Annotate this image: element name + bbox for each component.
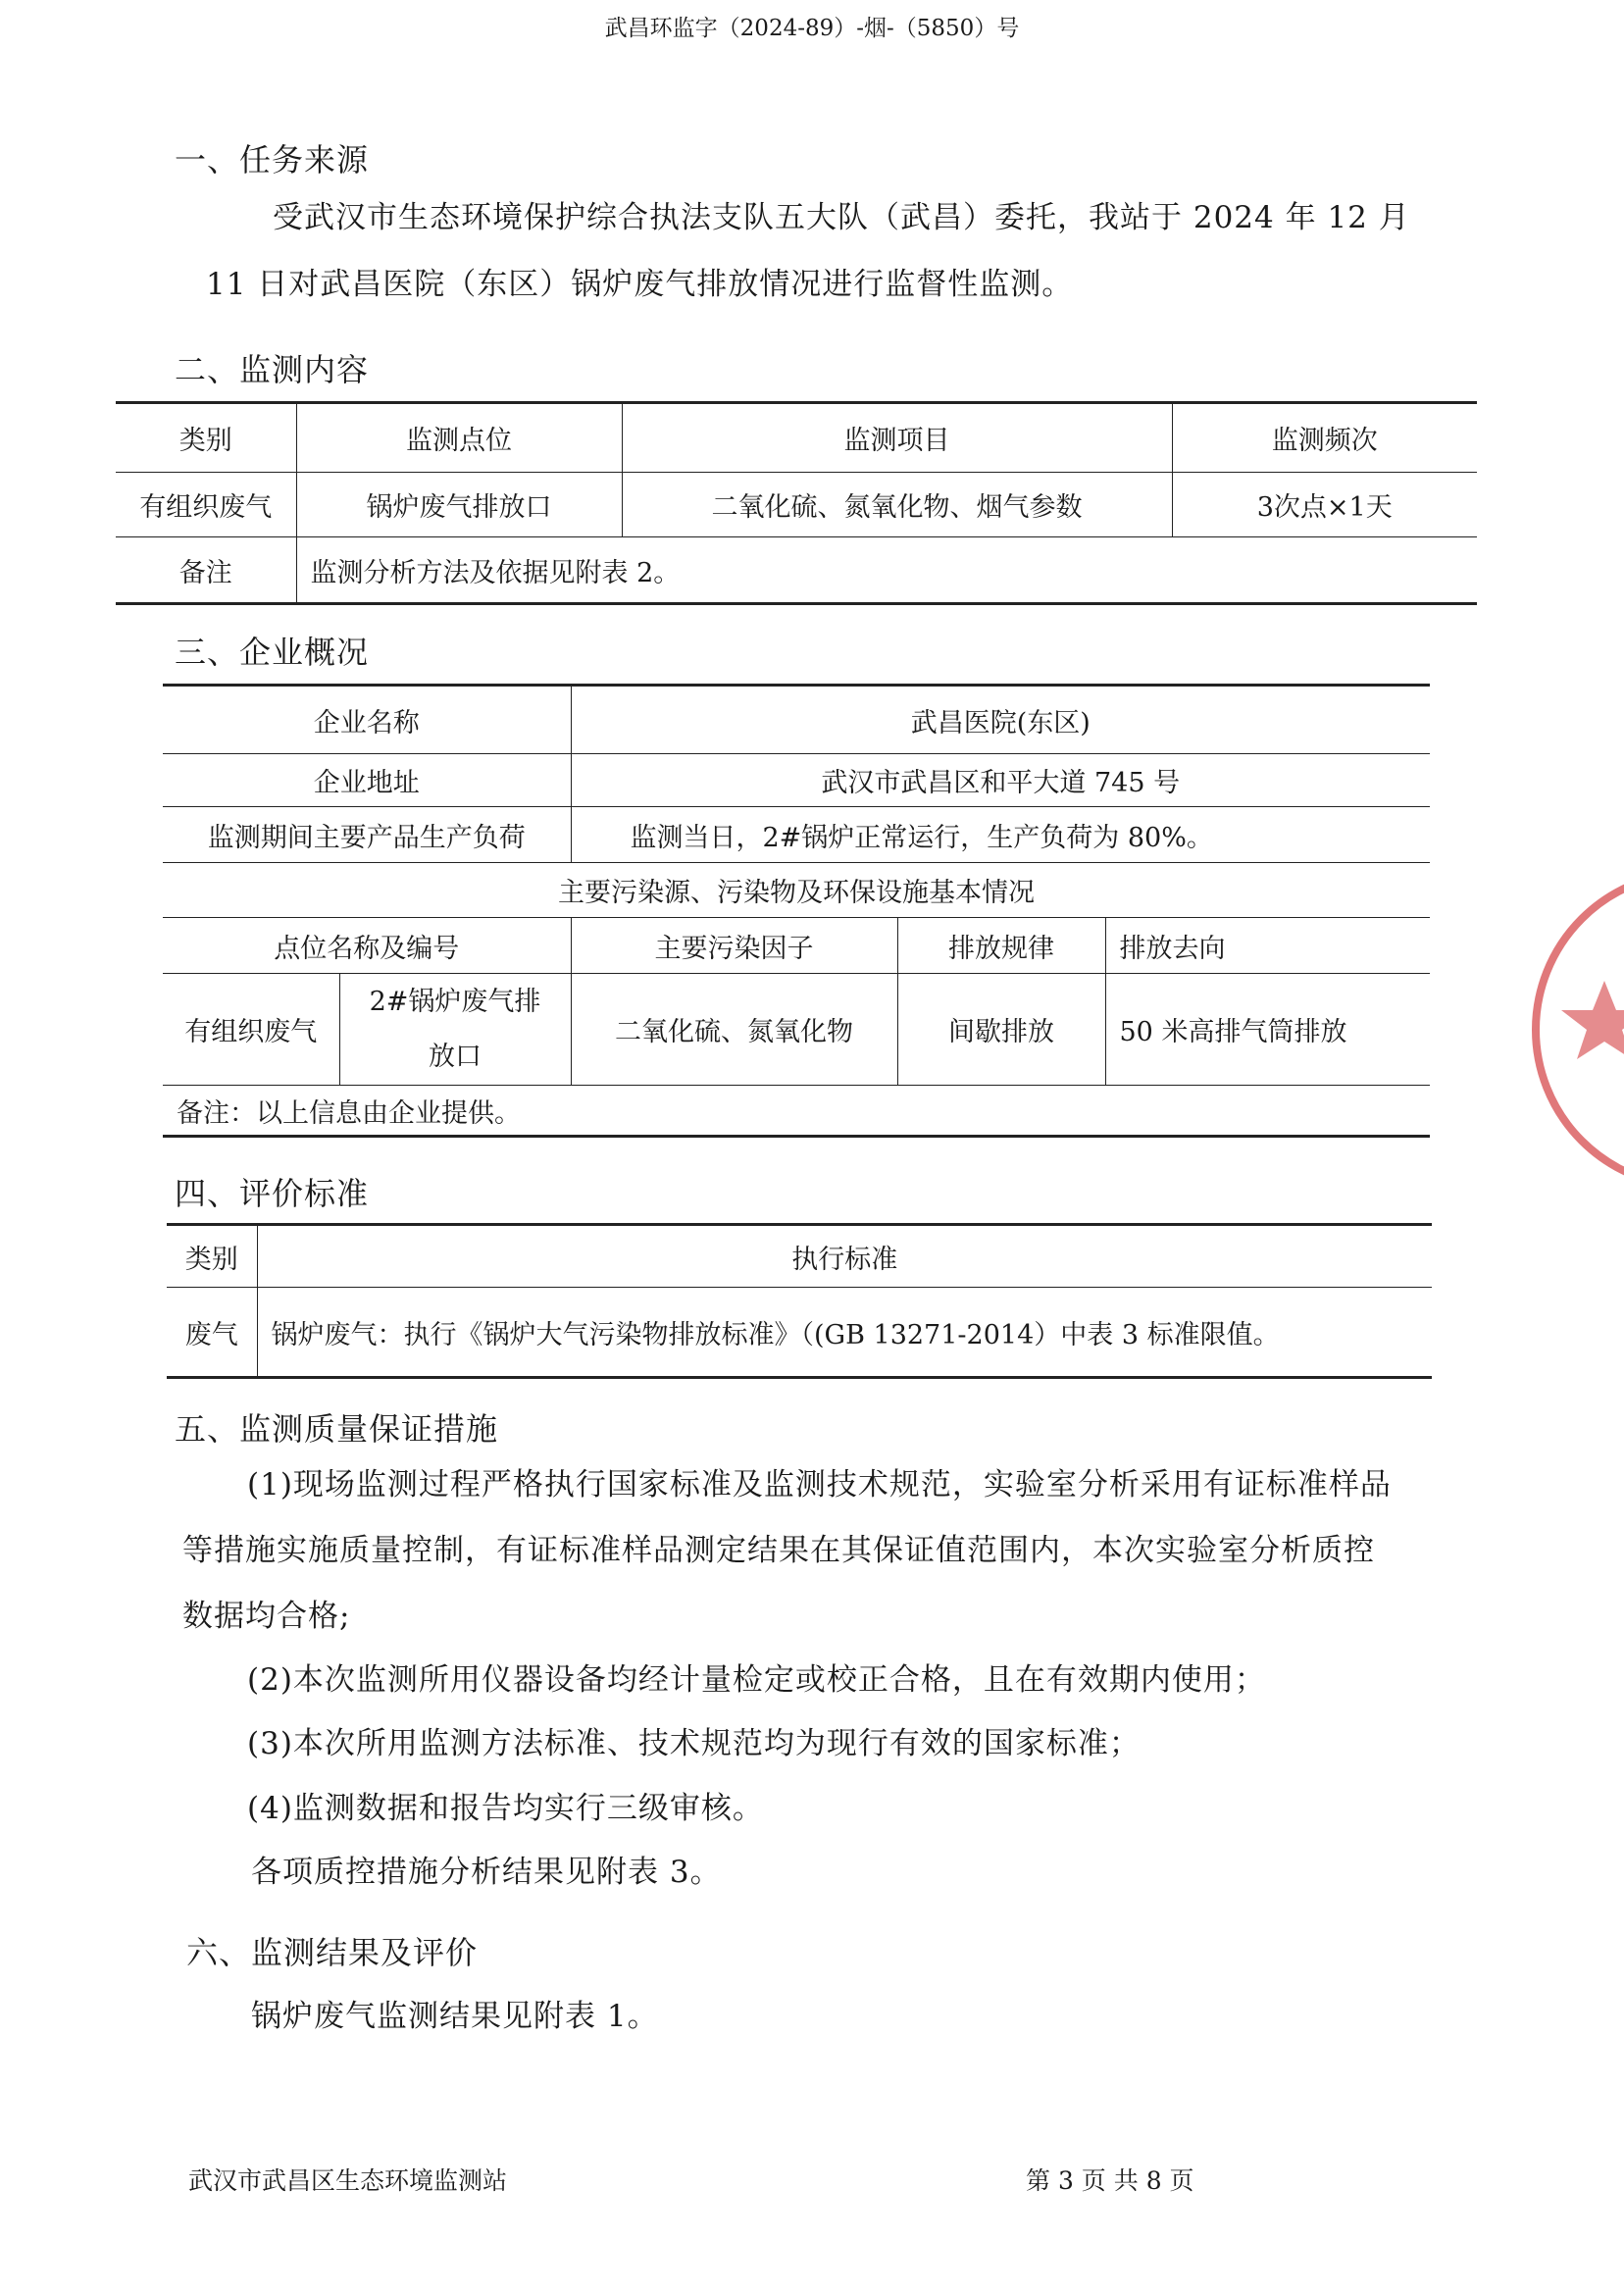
header-items: 监测项目	[622, 403, 1172, 473]
enterprise-note: 备注：以上信息由企业提供。	[163, 1086, 1430, 1137]
footer-page-number: 第 3 页 共 8 页	[1026, 2166, 1194, 2195]
row-type: 有组织废气	[163, 974, 339, 1086]
section-5-title: 五、监测质量保证措施	[175, 1410, 499, 1448]
section-4-title: 四、评价标准	[175, 1175, 370, 1212]
enterprise-name-value: 武昌医院(东区)	[571, 686, 1430, 754]
col-pollution-factor: 主要污染因子	[571, 918, 897, 974]
qa-item-1-line-2: 等措施实施质量控制，有证标准样品测定结果在其保证值范围内，本次实验室分析质控	[182, 1533, 1375, 1568]
row-factor: 二氧化硫、氮氧化物	[571, 974, 897, 1086]
cell-category: 有组织废气	[116, 473, 296, 537]
col-discharge-rule: 排放规律	[897, 918, 1105, 974]
pollution-info-title: 主要污染源、污染物及环保设施基本情况	[163, 863, 1430, 918]
production-load-label: 监测期间主要产品生产负荷	[163, 807, 571, 863]
monitoring-content-table	[116, 401, 1477, 605]
std-col-type: 类别	[167, 1225, 257, 1288]
production-load-value: 监测当日，2#锅炉正常运行，生产负荷为 80%。	[571, 807, 1430, 863]
qa-item-2: (2)本次监测所用仪器设备均经计量检定或校正合格，且在有效期内使用；	[247, 1662, 1266, 1698]
qa-item-1-line-1: (1)现场监测过程严格执行国家标准及监测技术规范，实验室分析采用有证标准样品	[247, 1467, 1392, 1502]
enterprise-overview-table	[163, 684, 1430, 1138]
section-6-title: 六、监测结果及评价	[186, 1934, 479, 1971]
section-2-title: 二、监测内容	[175, 351, 370, 388]
section-3-title: 三、企业概况	[175, 634, 370, 671]
std-col-standard: 执行标准	[257, 1225, 1432, 1288]
header-point: 监测点位	[296, 403, 622, 473]
enterprise-name-label: 企业名称	[163, 686, 571, 754]
note-text: 监测分析方法及依据见附表 2。	[296, 537, 1477, 604]
section-1-title: 一、任务来源	[175, 141, 370, 178]
evaluation-standard-table	[167, 1223, 1432, 1379]
qa-item-1-line-3: 数据均合格;	[182, 1599, 351, 1634]
col-discharge-destination: 排放去向	[1105, 918, 1430, 974]
enterprise-address-label: 企业地址	[163, 754, 571, 807]
document-number: 武昌环监字（2024-89）-烟-（5850）号	[604, 16, 1020, 41]
std-row-standard: 锅炉废气：执行《锅炉大气污染物排放标准》（(GB 13271-2014）中表 3 标准限值。	[257, 1288, 1432, 1378]
section-1-line-2: 11 日对武昌医院（东区）锅炉废气排放情况进行监督性监测。	[206, 267, 1074, 302]
std-row-type: 废气	[167, 1288, 257, 1378]
row-destination: 50 米高排气筒排放	[1105, 974, 1430, 1086]
row-rule: 间歇排放	[897, 974, 1105, 1086]
qa-item-4: (4)监测数据和报告均实行三级审核。	[247, 1791, 764, 1826]
note-label: 备注	[116, 537, 296, 604]
qa-item-3: (3)本次所用监测方法标准、技术规范均为现行有效的国家标准；	[247, 1726, 1141, 1761]
row-point: 2#锅炉废气排放口	[339, 974, 571, 1086]
footer-organization: 武汉市武昌区生态环境监测站	[188, 2166, 508, 2195]
header-frequency: 监测频次	[1172, 403, 1477, 473]
header-category: 类别	[116, 403, 296, 473]
cell-point: 锅炉废气排放口	[296, 473, 622, 537]
cell-frequency: 3次点×1天	[1172, 473, 1477, 537]
enterprise-address-value: 武汉市武昌区和平大道 745 号	[571, 754, 1430, 807]
cell-items: 二氧化硫、氮氧化物、烟气参数	[622, 473, 1172, 537]
col-point-name: 点位名称及编号	[163, 918, 571, 974]
result-text: 锅炉废气监测结果见附表 1。	[251, 1999, 659, 2034]
section-1-line-1: 受武汉市生态环境保护综合执法支队五大队（武昌）委托，我站于 2024 年 12 月	[273, 200, 1410, 235]
qa-summary: 各项质控措施分析结果见附表 3。	[251, 1855, 722, 1890]
official-seal	[1526, 863, 1624, 1196]
